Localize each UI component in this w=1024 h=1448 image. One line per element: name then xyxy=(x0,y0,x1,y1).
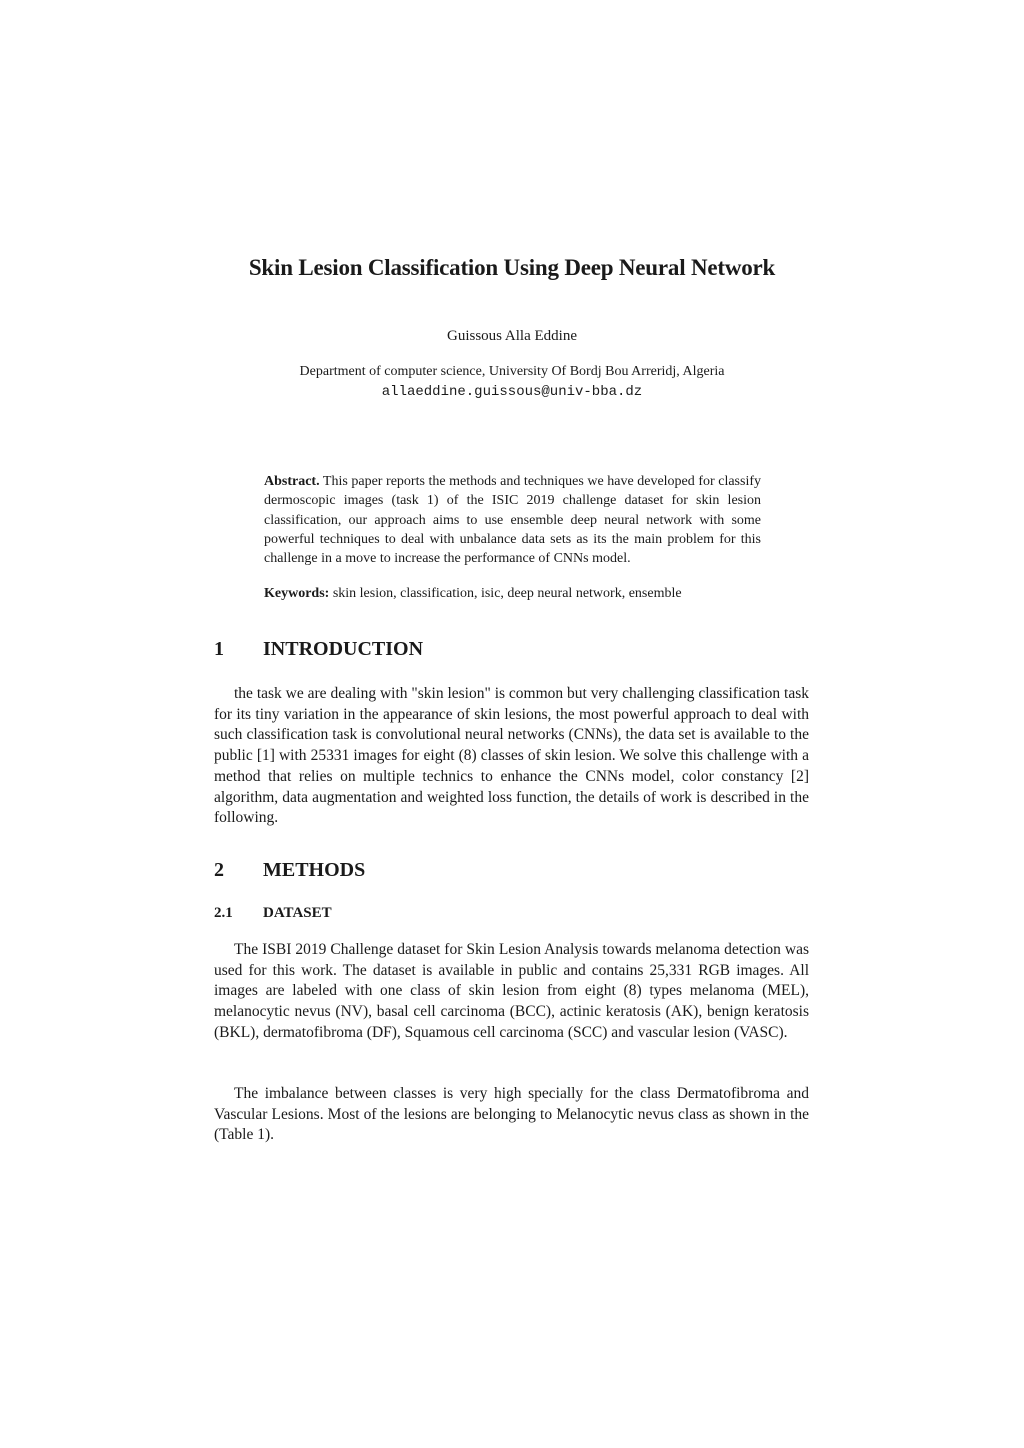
author-affiliation: Department of computer science, University Of Bordj Bou Arreridj, Algeria xyxy=(299,364,725,379)
section-title: METHODS xyxy=(263,859,366,881)
subsection-number: 2.1 xyxy=(214,905,233,921)
subsection-heading-dataset xyxy=(214,905,332,922)
abstract-label: Abstract. xyxy=(264,474,320,489)
dataset-paragraph-1: The ISBI 2019 Challenge dataset for Skin Lesion Analysis towards melanoma detection was used for this work. The dataset is available in public and contains 25,331 RGB images. All images are labeled with one class of skin lesion from eight (8) types melanoma (MEL), melanocytic nevus (NV), basal cell carcinoma (BCC), actinic keratosis (AK), benign keratosis (BKL), dermatofibroma (DF), Squamous cell carcinoma (SCC) and vascular lesion (VASC). xyxy=(214,941,809,1041)
abstract xyxy=(264,472,761,568)
section-title: INTRODUCTION xyxy=(263,638,424,660)
author-email: allaeddine.guissous@univ-bba.dz xyxy=(381,384,643,400)
keywords xyxy=(264,586,761,602)
section-number: 1 xyxy=(214,638,224,660)
section-heading-methods xyxy=(214,859,365,882)
keywords-text: skin lesion, classification, isic, deep neural network, ensemble xyxy=(332,586,682,601)
subsection-title: DATASET xyxy=(263,905,332,921)
introduction-paragraph: the task we are dealing with "skin lesion" is common but very challenging classification task for its tiny variation in the appearance of skin lesions, the most powerful approach to deal with such classification task is convolutional neural networks (CNNs), the data set is available to the public [1] with 25331 images for eight (8) classes of skin lesion. We solve this challenge with a method that relies on multiple technics to enhance the CNNs model, color constancy [2] algorithm, data augmentation and weighted loss function, the details of work is described in the following. xyxy=(214,685,809,827)
section-heading-introduction xyxy=(214,638,423,661)
dataset-paragraph-2: The imbalance between classes is very high specially for the class Dermatofibroma and Vascular Lesions. Most of the lesions are belonging to Melanocytic nevus class as shown in the (Table 1). xyxy=(214,1085,809,1144)
author-name: Guissous Alla Eddine xyxy=(447,328,577,344)
section-number: 2 xyxy=(214,859,224,881)
paper-title: Skin Lesion Classification Using Deep Neural Network xyxy=(248,255,776,280)
keywords-label: Keywords: xyxy=(264,586,330,601)
abstract-text: This paper reports the methods and techniques we have developed for classify dermoscopic images (task 1) of the ISIC 2019 challenge dataset for skin lesion classification, our approach aims to use ensemble deep neural network with some powerful techniques to deal with unbalance data sets as its the main problem for this challenge in a move to increase the performance of CNNs model. xyxy=(264,474,761,567)
